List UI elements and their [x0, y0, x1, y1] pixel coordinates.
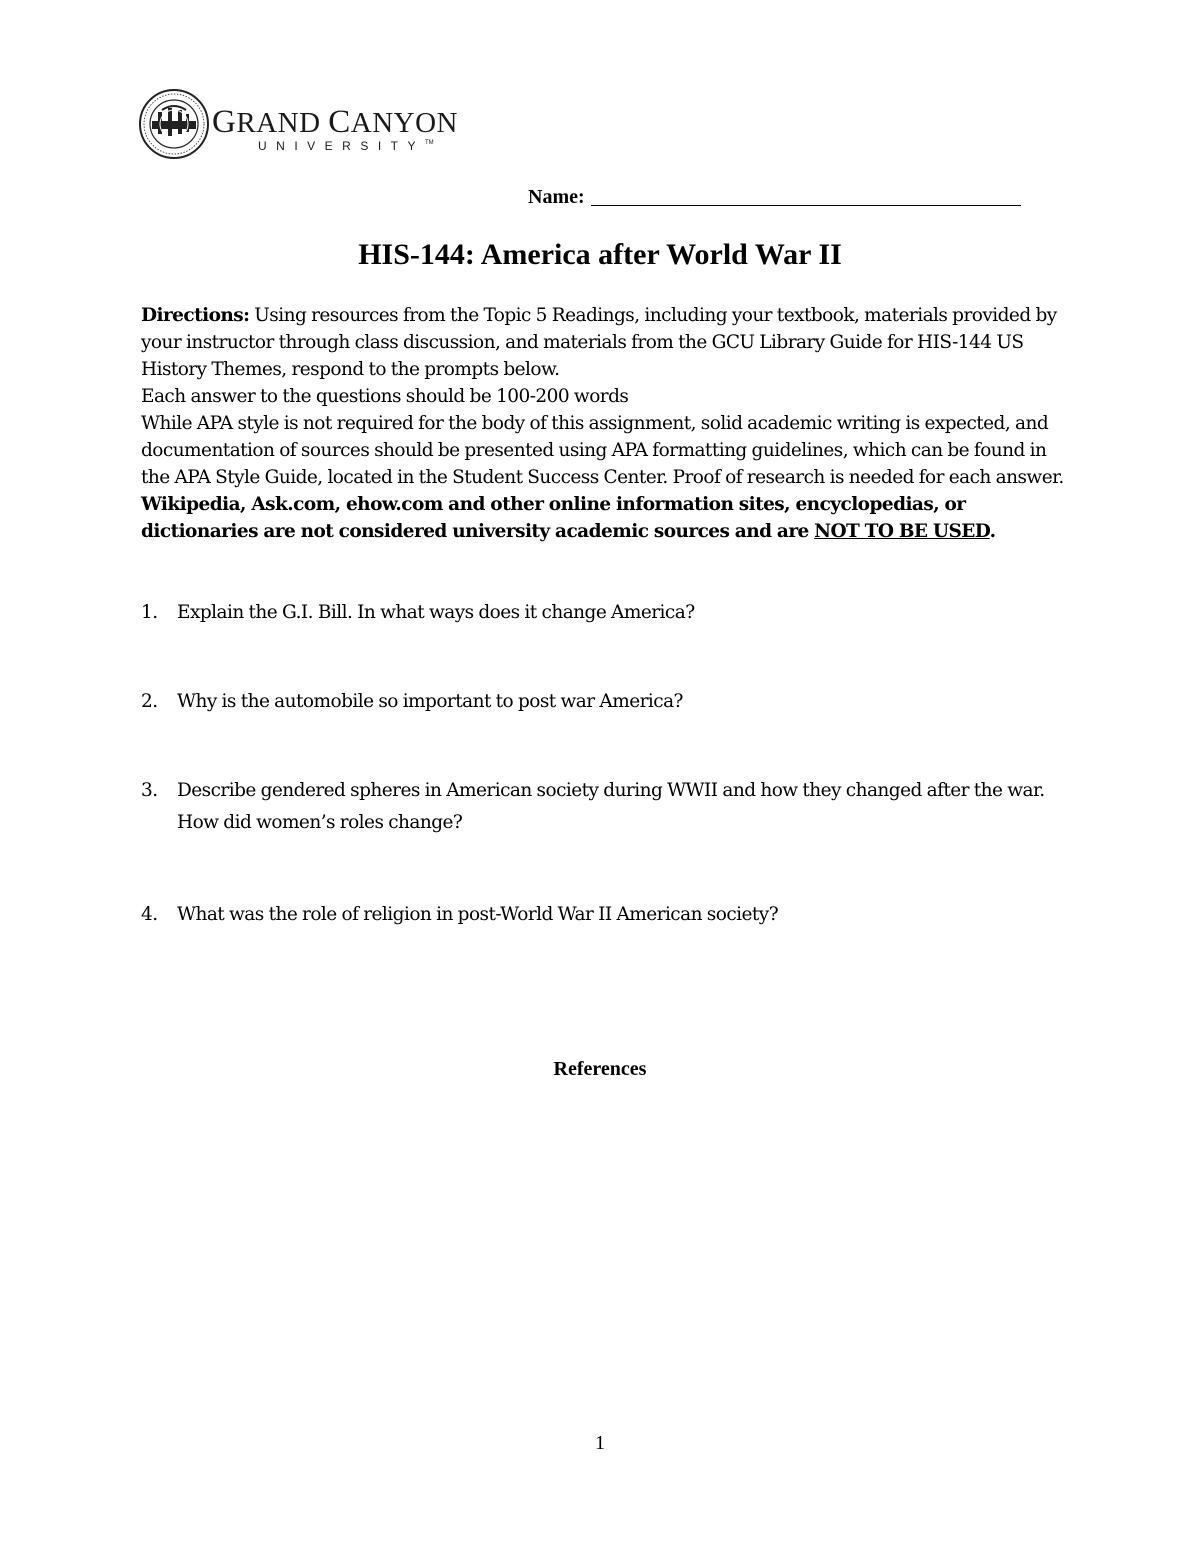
page-title: HIS-144: America after World War II: [358, 238, 842, 271]
question-number: 4.: [141, 904, 158, 925]
university-logo: [138, 88, 458, 160]
sources-warning-end: .: [989, 521, 996, 542]
name-blank-line[interactable]: [591, 187, 1021, 206]
word-count-note: Each answer to the questions should be 100-200 words: [141, 386, 629, 407]
question-item: [141, 597, 1071, 629]
question-item: [141, 686, 1071, 718]
question-text: Why is the automobile so important to post war America?: [177, 691, 683, 712]
question-number: 2.: [141, 691, 158, 712]
directions-intro: [141, 302, 1071, 383]
name-label: Name:: [528, 186, 585, 208]
directions-intro-text: Using resources from the Topic 5 Readings, including your textbook, materials provided by your instructor through class discussion, and materials from the GCU Library Guide for HIS-144 US History Themes, respond to the prompts below.: [141, 305, 1057, 380]
directions-label: Directions:: [141, 305, 250, 326]
logo-wordmark: GRAND CANYON: [212, 104, 458, 140]
name-field-row: [528, 186, 1021, 209]
sources-warning-text: Wikipedia, Ask.com, ehow.com and other online information sites, encyclopedias, or dictionaries are not considered university academic sources and are: [141, 494, 966, 542]
university-seal-icon: [138, 88, 210, 160]
question-item: [141, 899, 1071, 931]
trademark-symbol: TM: [425, 140, 434, 146]
references-heading: References: [553, 1058, 647, 1080]
logo-subtitle: UNIVERSITY™: [258, 139, 434, 153]
question-number: 3.: [141, 780, 158, 801]
question-text: What was the role of religion in post-World War II American society?: [177, 904, 779, 925]
directions-block: [141, 302, 1071, 545]
question-text: Explain the G.I. Bill. In what ways does it change America?: [177, 602, 695, 623]
page-number: 1: [595, 1432, 605, 1454]
sources-warning-emphasis: NOT TO BE USED: [814, 521, 990, 542]
question-number: 1.: [141, 602, 158, 623]
apa-note: While APA style is not required for the body of this assignment, solid academic writing is expected, and documentation of sources should be presented using APA formatting guidelines, which can be found in the APA Style Guide, located in the Student Success Center. Proof of research is needed for each answer.: [141, 413, 1064, 488]
question-text: Describe gendered spheres in American society during WWII and how they changed after the war. How did women’s roles change?: [177, 780, 1045, 833]
sources-warning: [141, 491, 1071, 545]
question-item: [141, 775, 1071, 839]
